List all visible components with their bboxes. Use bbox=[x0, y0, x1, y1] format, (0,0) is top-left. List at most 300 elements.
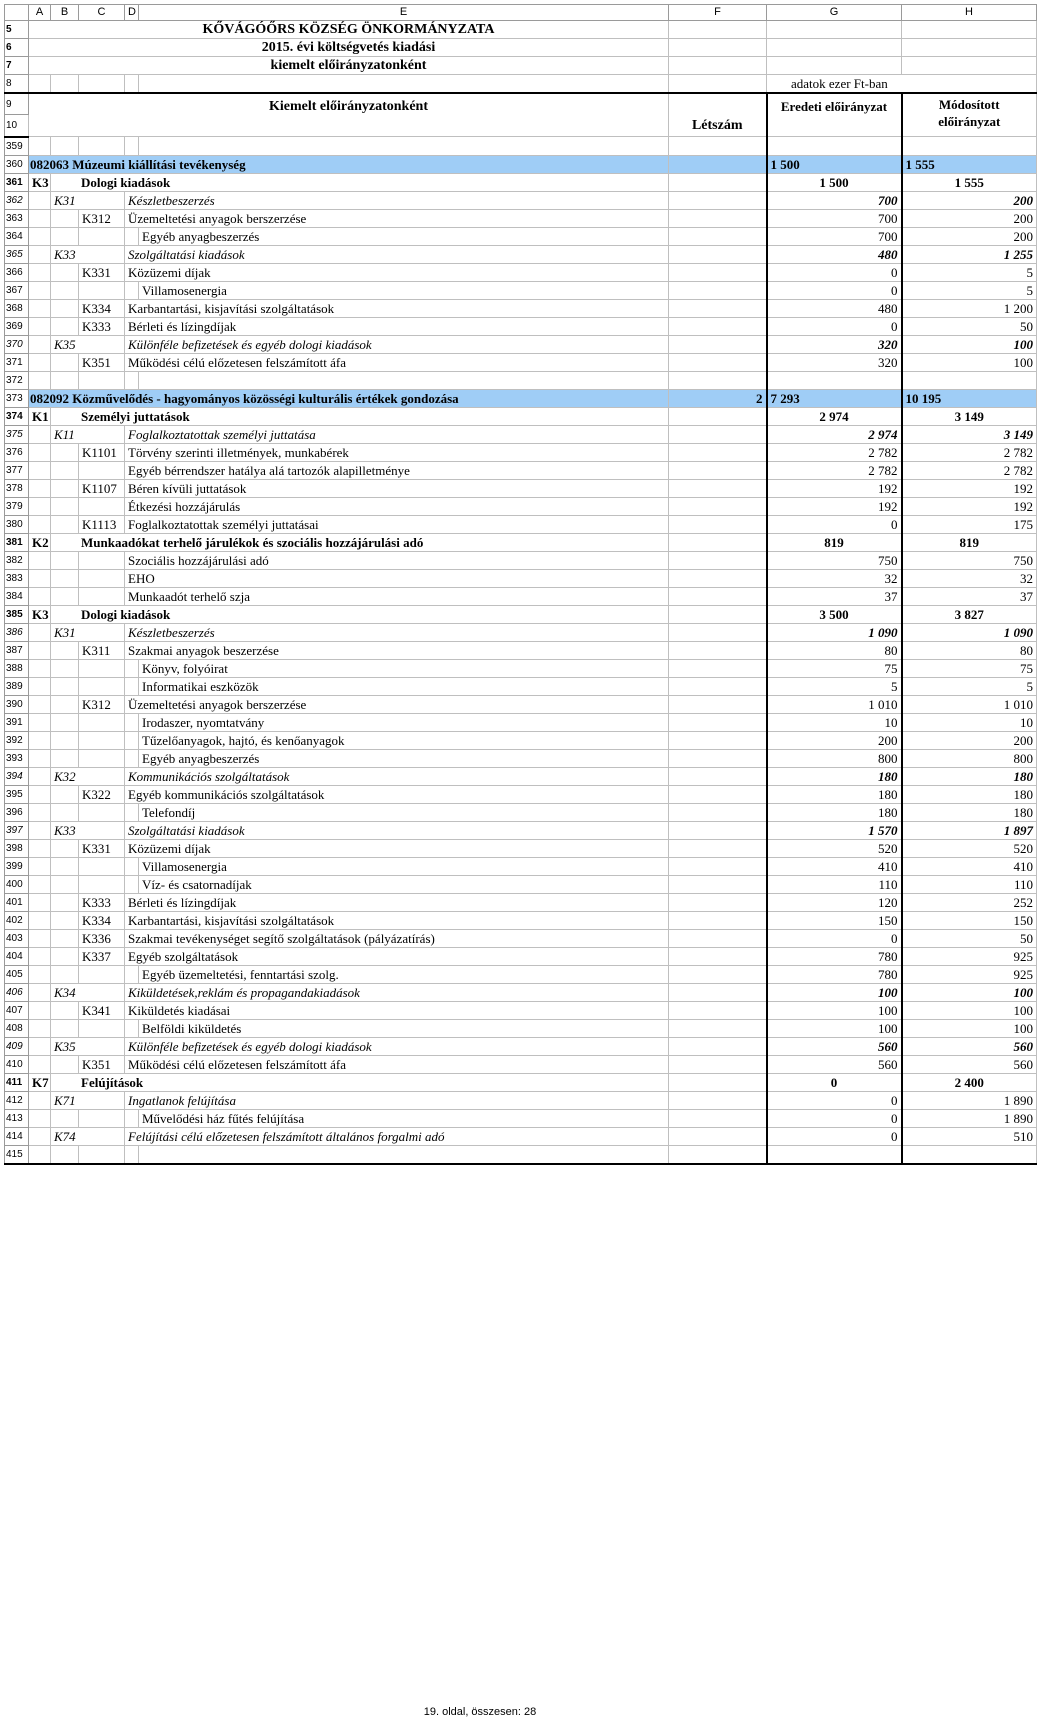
row-number[interactable]: 382 bbox=[5, 551, 29, 569]
row-number[interactable]: 384 bbox=[5, 587, 29, 605]
sub-code[interactable]: K71 bbox=[51, 1091, 125, 1109]
cell[interactable] bbox=[51, 1145, 79, 1164]
doc-title[interactable]: 2015. évi költségvetés kiadási bbox=[29, 39, 669, 57]
cell[interactable] bbox=[79, 497, 125, 515]
eredeti-value[interactable]: 0 bbox=[767, 317, 902, 335]
cell[interactable] bbox=[79, 749, 125, 767]
cell[interactable] bbox=[125, 803, 139, 821]
row-number[interactable]: 415 bbox=[5, 1145, 29, 1164]
cell[interactable] bbox=[669, 965, 767, 983]
cell[interactable] bbox=[767, 371, 902, 389]
cell[interactable] bbox=[51, 875, 79, 893]
eredeti-value[interactable]: 7 293 bbox=[767, 389, 902, 407]
detail-label[interactable]: Irodaszer, nyomtatvány bbox=[139, 713, 669, 731]
cell[interactable] bbox=[125, 713, 139, 731]
sub-label[interactable]: Szolgáltatási kiadások bbox=[125, 821, 669, 839]
row-number[interactable]: 410 bbox=[5, 1055, 29, 1073]
cell[interactable] bbox=[669, 641, 767, 659]
item-code[interactable]: K1113 bbox=[79, 515, 125, 533]
cell[interactable] bbox=[51, 749, 79, 767]
eredeti-value[interactable]: 2 782 bbox=[767, 461, 902, 479]
doc-subtitle[interactable]: kiemelt előirányzatonként bbox=[29, 57, 669, 75]
cell[interactable] bbox=[669, 839, 767, 857]
cell[interactable] bbox=[139, 137, 669, 156]
modositott-value[interactable]: 192 bbox=[902, 497, 1037, 515]
k-code[interactable]: K1 bbox=[29, 407, 51, 425]
cell[interactable] bbox=[29, 947, 51, 965]
cell[interactable] bbox=[669, 911, 767, 929]
k-code[interactable]: K2 bbox=[29, 533, 51, 551]
cell[interactable] bbox=[669, 371, 767, 389]
item-code[interactable]: K351 bbox=[79, 1055, 125, 1073]
row-number[interactable]: 7 bbox=[5, 57, 29, 75]
row-number[interactable]: 399 bbox=[5, 857, 29, 875]
row-number[interactable]: 401 bbox=[5, 893, 29, 911]
row-number[interactable]: 362 bbox=[5, 191, 29, 209]
modositott-value[interactable]: 100 bbox=[902, 335, 1037, 353]
eredeti-value[interactable]: 0 bbox=[767, 1109, 902, 1127]
eredeti-value[interactable]: 32 bbox=[767, 569, 902, 587]
cell[interactable] bbox=[79, 551, 125, 569]
eredeti-value[interactable]: 0 bbox=[767, 281, 902, 299]
header-eredeti[interactable]: Eredeti előirányzat bbox=[767, 93, 902, 137]
item-label[interactable]: Üzemeltetési anyagok berszerzése bbox=[125, 209, 669, 227]
cell[interactable] bbox=[669, 1073, 767, 1091]
row-number[interactable]: 389 bbox=[5, 677, 29, 695]
item-code[interactable]: K334 bbox=[79, 299, 125, 317]
modositott-value[interactable]: 200 bbox=[902, 191, 1037, 209]
cell[interactable] bbox=[29, 191, 51, 209]
row-number[interactable]: 388 bbox=[5, 659, 29, 677]
corner-cell[interactable] bbox=[5, 5, 29, 21]
cell[interactable] bbox=[51, 461, 79, 479]
detail-label[interactable]: Villamosenergia bbox=[139, 281, 669, 299]
row-number[interactable]: 363 bbox=[5, 209, 29, 227]
cell[interactable] bbox=[51, 497, 79, 515]
modositott-value[interactable]: 410 bbox=[902, 857, 1037, 875]
cell[interactable] bbox=[669, 353, 767, 371]
cell[interactable] bbox=[51, 371, 79, 389]
detail-label[interactable]: Könyv, folyóirat bbox=[139, 659, 669, 677]
modositott-value[interactable]: 1 555 bbox=[902, 173, 1037, 191]
row-number[interactable]: 366 bbox=[5, 263, 29, 281]
cell[interactable] bbox=[669, 803, 767, 821]
cell[interactable] bbox=[29, 587, 51, 605]
cell[interactable] bbox=[125, 749, 139, 767]
cell[interactable] bbox=[125, 281, 139, 299]
item-code[interactable]: K312 bbox=[79, 695, 125, 713]
sub-label[interactable]: Szolgáltatási kiadások bbox=[125, 245, 669, 263]
eredeti-value[interactable]: 0 bbox=[767, 263, 902, 281]
row-number[interactable]: 364 bbox=[5, 227, 29, 245]
detail-label[interactable]: Művelődési ház fűtés felújítása bbox=[139, 1109, 669, 1127]
cell[interactable] bbox=[125, 659, 139, 677]
sub-code[interactable]: K35 bbox=[51, 335, 125, 353]
cell[interactable] bbox=[125, 1019, 139, 1037]
cell[interactable] bbox=[51, 695, 79, 713]
cell[interactable] bbox=[29, 281, 51, 299]
modositott-value[interactable]: 252 bbox=[902, 893, 1037, 911]
item-label[interactable]: Egyéb kommunikációs szolgáltatások bbox=[125, 785, 669, 803]
row-number[interactable]: 408 bbox=[5, 1019, 29, 1037]
row-number[interactable]: 409 bbox=[5, 1037, 29, 1055]
k-label[interactable]: Munkaadókat terhelő járulékok és szociális hozzájárulási adó bbox=[51, 533, 669, 551]
modositott-value[interactable]: 819 bbox=[902, 533, 1037, 551]
cell[interactable] bbox=[51, 731, 79, 749]
header-letszam[interactable]: Létszám bbox=[669, 93, 767, 137]
row-number[interactable]: 387 bbox=[5, 641, 29, 659]
cell[interactable] bbox=[669, 173, 767, 191]
cell[interactable] bbox=[29, 713, 51, 731]
row-number[interactable]: 365 bbox=[5, 245, 29, 263]
row-number[interactable]: 375 bbox=[5, 425, 29, 443]
cell[interactable] bbox=[669, 227, 767, 245]
eredeti-value[interactable]: 80 bbox=[767, 641, 902, 659]
modositott-value[interactable]: 100 bbox=[902, 1019, 1037, 1037]
cell[interactable] bbox=[51, 137, 79, 156]
cell[interactable] bbox=[669, 1019, 767, 1037]
item-label[interactable]: Közüzemi díjak bbox=[125, 839, 669, 857]
item-code[interactable]: K1107 bbox=[79, 479, 125, 497]
cell[interactable] bbox=[29, 137, 51, 156]
detail-label[interactable]: Szociális hozzájárulási adó bbox=[125, 551, 669, 569]
cell[interactable] bbox=[79, 227, 125, 245]
eredeti-value[interactable]: 120 bbox=[767, 893, 902, 911]
row-number[interactable]: 392 bbox=[5, 731, 29, 749]
col-header-d[interactable]: D bbox=[125, 5, 139, 21]
item-label[interactable]: Foglalkoztatottak személyi juttatásai bbox=[125, 515, 669, 533]
modositott-value[interactable]: 37 bbox=[902, 587, 1037, 605]
cell[interactable] bbox=[669, 1001, 767, 1019]
row-number[interactable]: 381 bbox=[5, 533, 29, 551]
cell[interactable] bbox=[669, 281, 767, 299]
modositott-value[interactable]: 5 bbox=[902, 281, 1037, 299]
cell[interactable] bbox=[669, 983, 767, 1001]
item-code[interactable]: K1101 bbox=[79, 443, 125, 461]
cell[interactable] bbox=[29, 479, 51, 497]
cell[interactable] bbox=[29, 623, 51, 641]
row-number[interactable]: 406 bbox=[5, 983, 29, 1001]
row-number[interactable]: 369 bbox=[5, 317, 29, 335]
cell[interactable] bbox=[669, 551, 767, 569]
sub-label[interactable]: Különféle befizetések és egyéb dologi kiadások bbox=[125, 1037, 669, 1055]
row-number[interactable]: 407 bbox=[5, 1001, 29, 1019]
modositott-value[interactable]: 192 bbox=[902, 479, 1037, 497]
cell[interactable] bbox=[51, 1001, 79, 1019]
modositott-value[interactable]: 5 bbox=[902, 677, 1037, 695]
cell[interactable] bbox=[29, 983, 51, 1001]
cell[interactable] bbox=[29, 263, 51, 281]
cell[interactable] bbox=[669, 137, 767, 156]
cell[interactable] bbox=[669, 191, 767, 209]
item-code[interactable]: K331 bbox=[79, 839, 125, 857]
detail-label[interactable]: Víz- és csatornadíjak bbox=[139, 875, 669, 893]
modositott-value[interactable]: 5 bbox=[902, 263, 1037, 281]
row-number[interactable]: 397 bbox=[5, 821, 29, 839]
cell[interactable] bbox=[79, 857, 125, 875]
modositott-value[interactable]: 1 090 bbox=[902, 623, 1037, 641]
cell[interactable] bbox=[139, 1145, 669, 1164]
sub-code[interactable]: K33 bbox=[51, 245, 125, 263]
cell[interactable] bbox=[669, 659, 767, 677]
row-number[interactable]: 9 bbox=[5, 93, 29, 115]
cell[interactable] bbox=[669, 317, 767, 335]
cell[interactable] bbox=[767, 1145, 902, 1164]
header-modositott[interactable] bbox=[902, 93, 1037, 137]
modositott-value[interactable]: 50 bbox=[902, 929, 1037, 947]
sub-code[interactable]: K11 bbox=[51, 425, 125, 443]
modositott-value[interactable]: 3 827 bbox=[902, 605, 1037, 623]
item-label[interactable]: Működési célú előzetesen felszámított áfa bbox=[125, 1055, 669, 1073]
eredeti-value[interactable]: 100 bbox=[767, 1019, 902, 1037]
cell[interactable] bbox=[29, 209, 51, 227]
modositott-value[interactable]: 75 bbox=[902, 659, 1037, 677]
cell[interactable] bbox=[125, 137, 139, 156]
cell[interactable] bbox=[125, 371, 139, 389]
eredeti-value[interactable]: 750 bbox=[767, 551, 902, 569]
cell[interactable] bbox=[125, 965, 139, 983]
item-code[interactable]: K331 bbox=[79, 263, 125, 281]
modositott-value[interactable]: 3 149 bbox=[902, 407, 1037, 425]
row-number[interactable]: 373 bbox=[5, 389, 29, 407]
modositott-value[interactable]: 1 890 bbox=[902, 1109, 1037, 1127]
row-number[interactable]: 6 bbox=[5, 39, 29, 57]
row-number[interactable]: 393 bbox=[5, 749, 29, 767]
row-number[interactable]: 396 bbox=[5, 803, 29, 821]
eredeti-value[interactable]: 320 bbox=[767, 335, 902, 353]
modositott-value[interactable]: 2 400 bbox=[902, 1073, 1037, 1091]
cell[interactable] bbox=[79, 371, 125, 389]
eredeti-value[interactable]: 180 bbox=[767, 803, 902, 821]
sub-label[interactable]: Készletbeszerzés bbox=[125, 191, 669, 209]
cell[interactable] bbox=[29, 965, 51, 983]
row-number[interactable]: 402 bbox=[5, 911, 29, 929]
cell[interactable] bbox=[51, 479, 79, 497]
cell[interactable] bbox=[669, 209, 767, 227]
cell[interactable] bbox=[125, 731, 139, 749]
eredeti-value[interactable]: 180 bbox=[767, 785, 902, 803]
eredeti-value[interactable]: 480 bbox=[767, 245, 902, 263]
cell[interactable] bbox=[29, 803, 51, 821]
eredeti-value[interactable]: 0 bbox=[767, 1073, 902, 1091]
row-number[interactable]: 8 bbox=[5, 75, 29, 94]
modositott-value[interactable]: 100 bbox=[902, 353, 1037, 371]
modositott-value[interactable]: 1 555 bbox=[902, 155, 1037, 173]
eredeti-value[interactable]: 520 bbox=[767, 839, 902, 857]
cell[interactable] bbox=[79, 461, 125, 479]
k-label[interactable]: Dologi kiadások bbox=[51, 605, 669, 623]
item-label[interactable]: Szakmai anyagok beszerzése bbox=[125, 641, 669, 659]
cell[interactable] bbox=[669, 875, 767, 893]
cell[interactable] bbox=[902, 1145, 1037, 1164]
cell[interactable] bbox=[51, 929, 79, 947]
row-number[interactable]: 400 bbox=[5, 875, 29, 893]
row-number[interactable]: 391 bbox=[5, 713, 29, 731]
modositott-value[interactable]: 100 bbox=[902, 1001, 1037, 1019]
cell[interactable] bbox=[669, 947, 767, 965]
row-number[interactable]: 411 bbox=[5, 1073, 29, 1091]
eredeti-value[interactable]: 700 bbox=[767, 209, 902, 227]
cell[interactable] bbox=[29, 695, 51, 713]
modositott-value[interactable]: 50 bbox=[902, 317, 1037, 335]
modositott-value[interactable]: 180 bbox=[902, 785, 1037, 803]
sub-code[interactable]: K31 bbox=[51, 623, 125, 641]
modositott-value[interactable]: 750 bbox=[902, 551, 1037, 569]
col-header-h[interactable]: H bbox=[902, 5, 1037, 21]
letszam-value[interactable] bbox=[669, 155, 767, 173]
cell[interactable] bbox=[51, 857, 79, 875]
sub-label[interactable]: Készletbeszerzés bbox=[125, 623, 669, 641]
cell[interactable] bbox=[79, 731, 125, 749]
cell[interactable] bbox=[51, 677, 79, 695]
item-code[interactable]: K312 bbox=[79, 209, 125, 227]
modositott-value[interactable]: 925 bbox=[902, 947, 1037, 965]
sub-code[interactable]: K31 bbox=[51, 191, 125, 209]
cell[interactable] bbox=[51, 1109, 79, 1127]
cell[interactable] bbox=[125, 677, 139, 695]
cell[interactable] bbox=[29, 299, 51, 317]
sub-label[interactable]: Foglalkoztatottak személyi juttatása bbox=[125, 425, 669, 443]
row-number[interactable]: 360 bbox=[5, 155, 29, 173]
cell[interactable] bbox=[29, 1019, 51, 1037]
eredeti-value[interactable]: 780 bbox=[767, 947, 902, 965]
item-label[interactable]: Kiküldetés kiadásai bbox=[125, 1001, 669, 1019]
item-label[interactable]: Szakmai tevékenységet segítő szolgáltatások (pályázatírás) bbox=[125, 929, 669, 947]
detail-label[interactable]: Egyéb bérrendszer hatálya alá tartozók alapilletménye bbox=[125, 461, 669, 479]
modositott-value[interactable]: 1 200 bbox=[902, 299, 1037, 317]
detail-label[interactable]: Telefondíj bbox=[139, 803, 669, 821]
cell[interactable] bbox=[669, 1037, 767, 1055]
row-number[interactable]: 371 bbox=[5, 353, 29, 371]
cell[interactable] bbox=[29, 515, 51, 533]
cell[interactable] bbox=[51, 641, 79, 659]
eredeti-value[interactable]: 700 bbox=[767, 191, 902, 209]
modositott-value[interactable]: 2 782 bbox=[902, 443, 1037, 461]
item-code[interactable]: K322 bbox=[79, 785, 125, 803]
detail-label[interactable]: Belföldi kiküldetés bbox=[139, 1019, 669, 1037]
eredeti-value[interactable]: 1 500 bbox=[767, 155, 902, 173]
cell[interactable] bbox=[29, 749, 51, 767]
row-number[interactable]: 10 bbox=[5, 115, 29, 137]
eredeti-value[interactable]: 320 bbox=[767, 353, 902, 371]
cell[interactable] bbox=[669, 929, 767, 947]
cell[interactable] bbox=[902, 371, 1037, 389]
eredeti-value[interactable]: 110 bbox=[767, 875, 902, 893]
detail-label[interactable]: EHO bbox=[125, 569, 669, 587]
sub-label[interactable]: Felújítási célú előzetesen felszámított általános forgalmi adó bbox=[125, 1127, 669, 1145]
row-number[interactable]: 404 bbox=[5, 947, 29, 965]
unit-note[interactable]: adatok ezer Ft-ban bbox=[767, 75, 1037, 94]
cell[interactable] bbox=[29, 227, 51, 245]
row-number[interactable]: 395 bbox=[5, 785, 29, 803]
eredeti-value[interactable]: 100 bbox=[767, 983, 902, 1001]
cell[interactable] bbox=[125, 875, 139, 893]
cell[interactable] bbox=[51, 587, 79, 605]
eredeti-value[interactable]: 2 974 bbox=[767, 407, 902, 425]
cell[interactable] bbox=[79, 965, 125, 983]
col-header-a[interactable]: A bbox=[29, 5, 51, 21]
cell[interactable] bbox=[29, 1145, 51, 1164]
eredeti-value[interactable]: 819 bbox=[767, 533, 902, 551]
eredeti-value[interactable]: 0 bbox=[767, 515, 902, 533]
eredeti-value[interactable]: 800 bbox=[767, 749, 902, 767]
col-header-f[interactable]: F bbox=[669, 5, 767, 21]
row-number[interactable]: 414 bbox=[5, 1127, 29, 1145]
modositott-value[interactable]: 10 bbox=[902, 713, 1037, 731]
cell[interactable] bbox=[669, 1145, 767, 1164]
col-header-e[interactable]: E bbox=[139, 5, 669, 21]
eredeti-value[interactable]: 780 bbox=[767, 965, 902, 983]
row-number[interactable]: 376 bbox=[5, 443, 29, 461]
modositott-value[interactable]: 1 010 bbox=[902, 695, 1037, 713]
item-label[interactable]: Egyéb szolgáltatások bbox=[125, 947, 669, 965]
sub-label[interactable]: Kommunikációs szolgáltatások bbox=[125, 767, 669, 785]
detail-label[interactable]: Egyéb anyagbeszerzés bbox=[139, 227, 669, 245]
cell[interactable] bbox=[29, 443, 51, 461]
eredeti-value[interactable]: 192 bbox=[767, 497, 902, 515]
cell[interactable] bbox=[51, 263, 79, 281]
detail-label[interactable]: Tűzelőanyagok, hajtó, és kenőanyagok bbox=[139, 731, 669, 749]
cell[interactable] bbox=[669, 443, 767, 461]
cell[interactable] bbox=[51, 803, 79, 821]
cell[interactable] bbox=[125, 1109, 139, 1127]
cell[interactable] bbox=[669, 407, 767, 425]
cell[interactable] bbox=[669, 569, 767, 587]
cell[interactable] bbox=[29, 857, 51, 875]
cell[interactable] bbox=[669, 515, 767, 533]
modositott-value[interactable]: 200 bbox=[902, 731, 1037, 749]
cell[interactable] bbox=[669, 731, 767, 749]
cell[interactable] bbox=[51, 947, 79, 965]
cell[interactable] bbox=[29, 641, 51, 659]
eredeti-value[interactable]: 192 bbox=[767, 479, 902, 497]
eredeti-value[interactable]: 410 bbox=[767, 857, 902, 875]
row-number[interactable]: 368 bbox=[5, 299, 29, 317]
cell[interactable] bbox=[51, 281, 79, 299]
cell[interactable] bbox=[51, 569, 79, 587]
item-code[interactable]: K334 bbox=[79, 911, 125, 929]
k-label[interactable]: Dologi kiadások bbox=[51, 173, 669, 191]
cell[interactable] bbox=[669, 767, 767, 785]
col-header-b[interactable]: B bbox=[51, 5, 79, 21]
cell[interactable] bbox=[29, 1055, 51, 1073]
modositott-value[interactable]: 180 bbox=[902, 767, 1037, 785]
cell[interactable] bbox=[669, 1091, 767, 1109]
row-number[interactable]: 390 bbox=[5, 695, 29, 713]
row-number[interactable]: 361 bbox=[5, 173, 29, 191]
modositott-value[interactable]: 560 bbox=[902, 1037, 1037, 1055]
item-label[interactable]: Bérleti és lízingdíjak bbox=[125, 893, 669, 911]
eredeti-value[interactable]: 560 bbox=[767, 1037, 902, 1055]
cell[interactable] bbox=[669, 245, 767, 263]
eredeti-value[interactable]: 3 500 bbox=[767, 605, 902, 623]
modositott-value[interactable]: 10 195 bbox=[902, 389, 1037, 407]
cell[interactable] bbox=[51, 1019, 79, 1037]
cell[interactable] bbox=[79, 803, 125, 821]
cell[interactable] bbox=[51, 515, 79, 533]
eredeti-value[interactable]: 37 bbox=[767, 587, 902, 605]
cell[interactable] bbox=[29, 659, 51, 677]
modositott-value[interactable]: 100 bbox=[902, 983, 1037, 1001]
row-number[interactable]: 377 bbox=[5, 461, 29, 479]
modositott-value[interactable]: 110 bbox=[902, 875, 1037, 893]
k-code[interactable]: K3 bbox=[29, 605, 51, 623]
eredeti-value[interactable]: 10 bbox=[767, 713, 902, 731]
modositott-value[interactable]: 150 bbox=[902, 911, 1037, 929]
row-number[interactable]: 398 bbox=[5, 839, 29, 857]
cell[interactable] bbox=[29, 929, 51, 947]
cell[interactable] bbox=[29, 569, 51, 587]
